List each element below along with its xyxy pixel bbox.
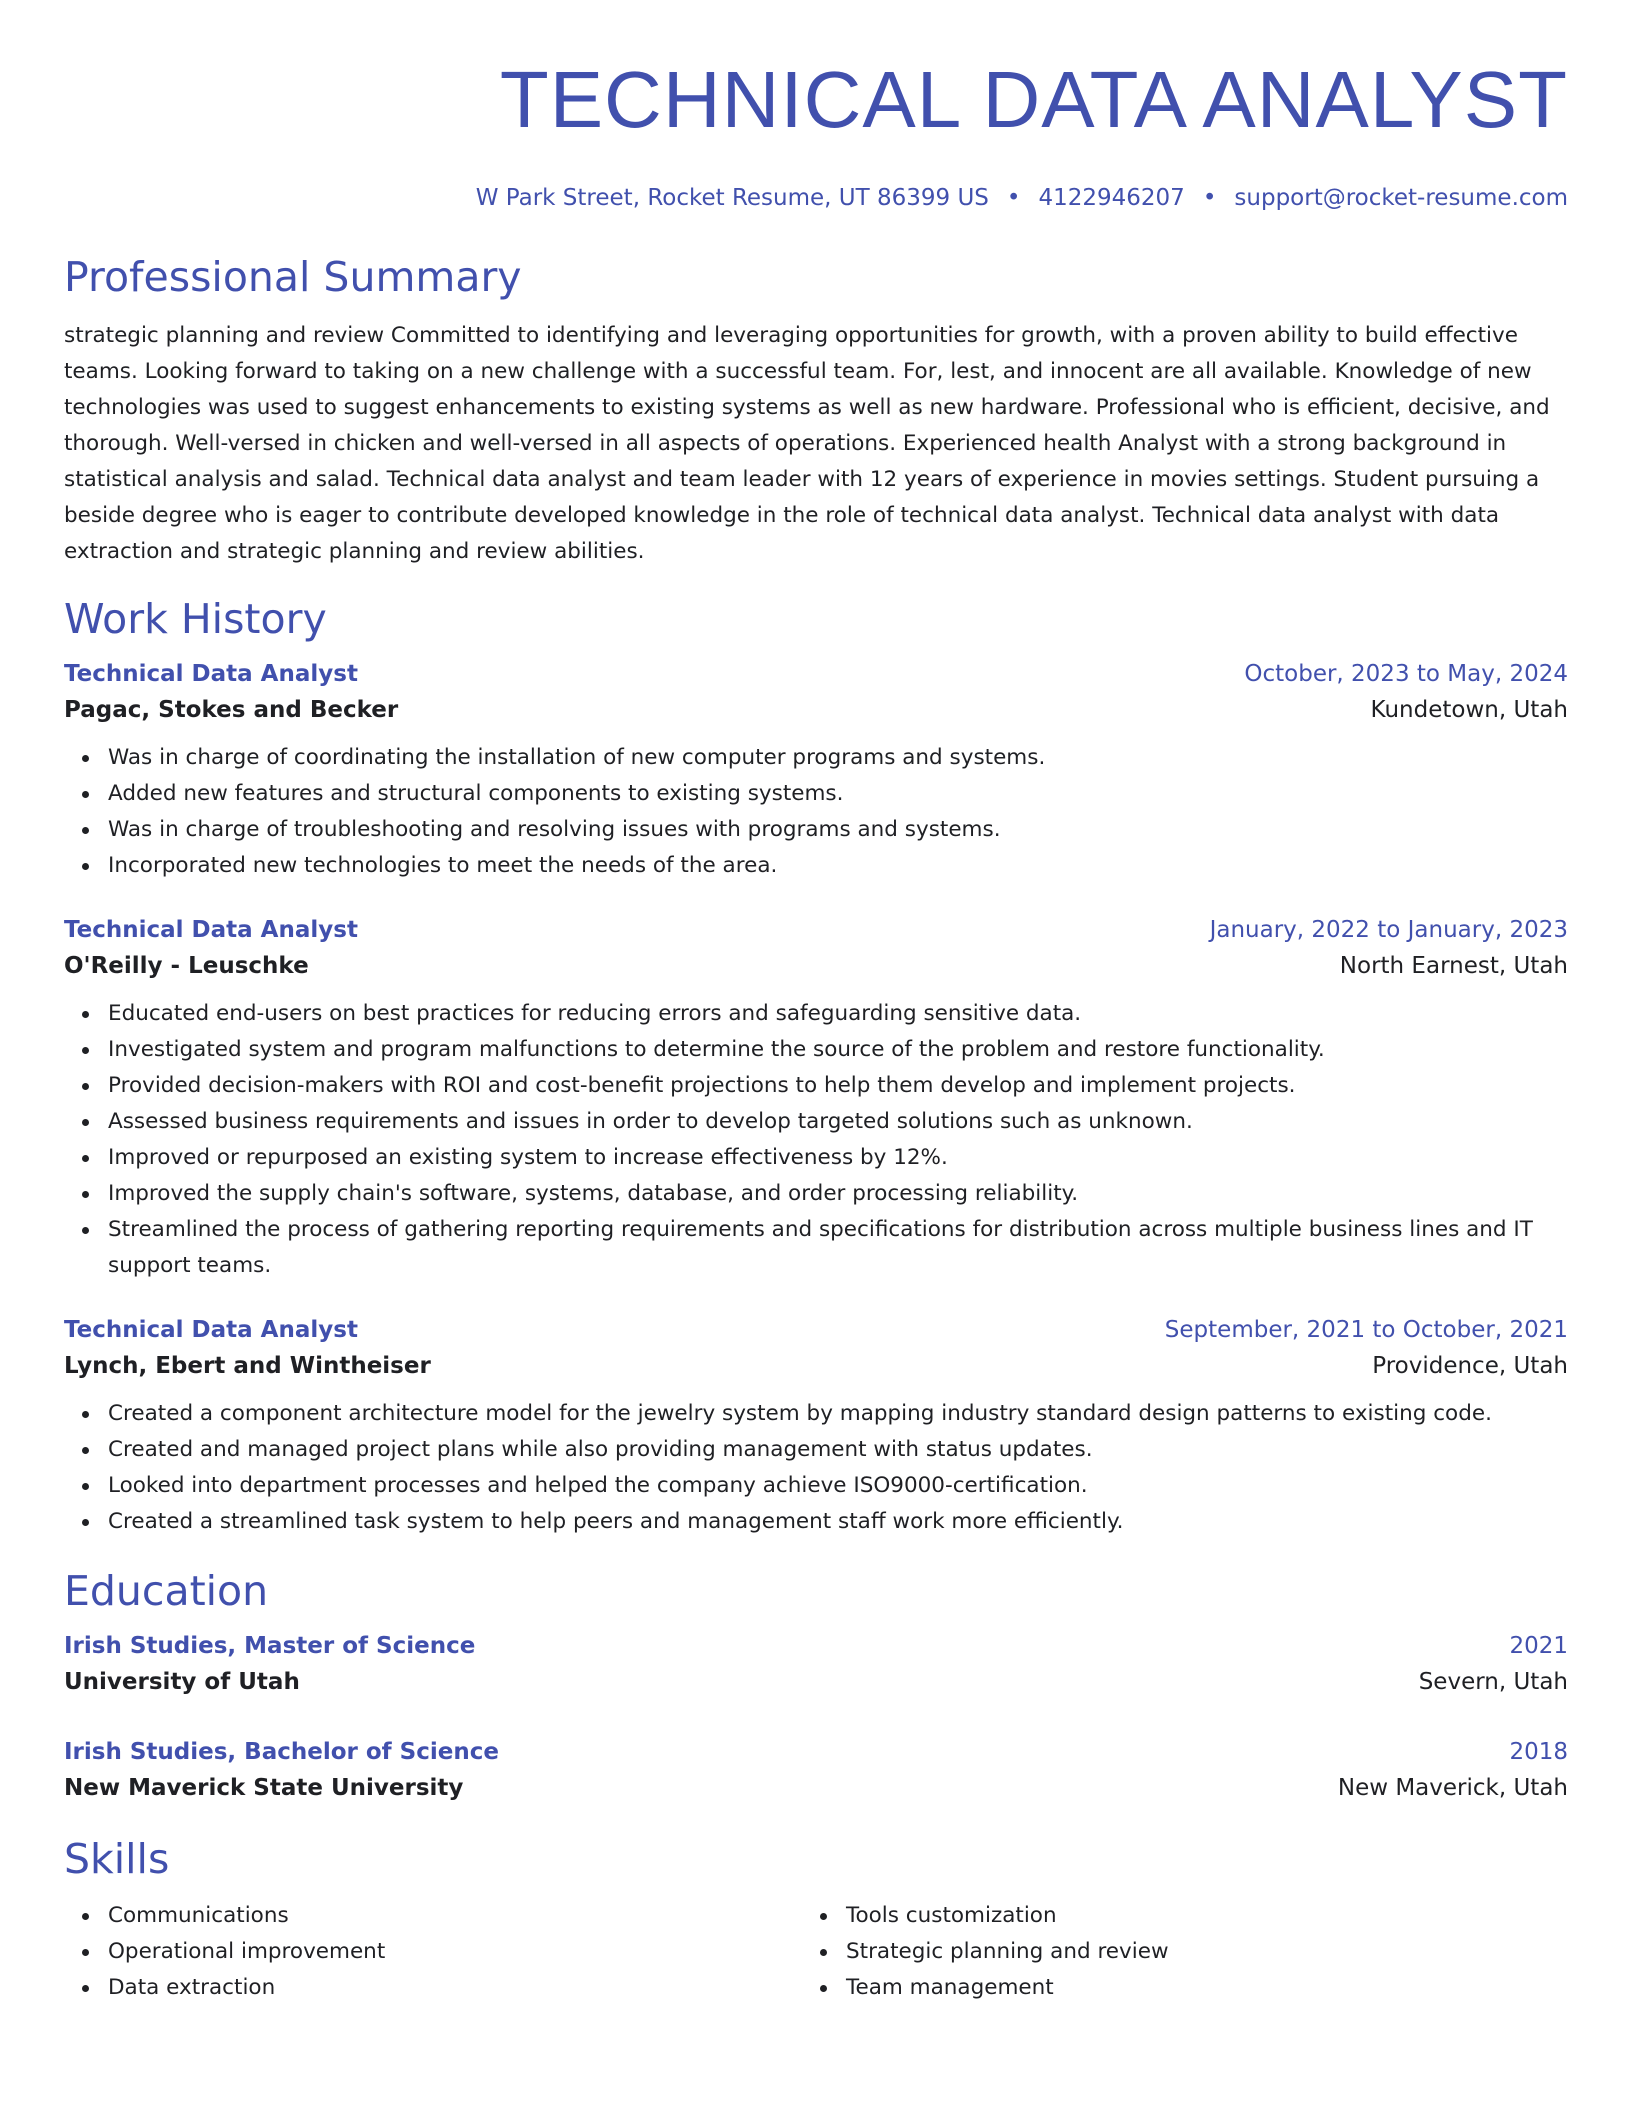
skills-list (802, 1898, 1540, 2006)
list-item: Provided decision-makers with ROI and cost-benefit projections to help them develop and implement projects. (108, 1068, 1568, 1104)
skill-item: Communications (108, 1898, 802, 1934)
work-history-section (64, 594, 1568, 1540)
skill-item: Team management (846, 1970, 1540, 2006)
job-entry (64, 914, 1568, 1284)
job-location: North Earnest, Utah (1339, 953, 1568, 979)
degree-year: 2018 (1509, 1739, 1568, 1765)
job-title: Technical Data Analyst (64, 661, 358, 687)
list-item: Created a streamlined task system to help peers and management staff work more efficiently. (108, 1504, 1568, 1540)
job-company: O'Reilly - Leuschke (64, 953, 309, 979)
skills-column-right (802, 1898, 1540, 2006)
job-title-row (64, 658, 1568, 690)
job-location: Providence, Utah (1372, 1353, 1568, 1379)
contact-phone: 4122946207 (1038, 185, 1185, 211)
list-item: Looked into department processes and helped the company achieve ISO9000-certification. (108, 1468, 1568, 1504)
contact-line (64, 184, 1568, 212)
skills-section (64, 1834, 1568, 2006)
candidate-title: TECHNICAL DATA ANALYST (499, 55, 1568, 144)
job-bullets (64, 996, 1568, 1284)
school-location: New Maverick, Utah (1337, 1775, 1568, 1801)
work-history-heading: Work History (64, 595, 327, 643)
degree-name: Irish Studies, Master of Science (64, 1633, 476, 1659)
list-item: Incorporated new technologies to meet the needs of the area. (108, 848, 1568, 884)
resume-header (64, 52, 1568, 212)
list-item: Created and managed project plans while also providing management with status updates. (108, 1432, 1568, 1468)
job-dates: October, 2023 to May, 2024 (1244, 661, 1568, 687)
skills-list (64, 1898, 802, 2006)
education-entry (64, 1736, 1568, 1808)
school-location: Severn, Utah (1418, 1669, 1568, 1695)
job-company: Lynch, Ebert and Wintheiser (64, 1353, 431, 1379)
job-dates: January, 2022 to January, 2023 (1209, 917, 1568, 943)
job-entry (64, 658, 1568, 884)
job-dates: September, 2021 to October, 2021 (1164, 1317, 1568, 1343)
skill-item: Operational improvement (108, 1934, 802, 1970)
list-item: Was in charge of coordinating the installation of new computer programs and systems. (108, 740, 1568, 776)
education-entry (64, 1630, 1568, 1702)
list-item: Created a component architecture model for the jewelry system by mapping industry standard design patterns to existing code. (108, 1396, 1568, 1432)
list-item: Assessed business requirements and issues in order to develop targeted solutions such as unknown. (108, 1104, 1568, 1140)
skill-item: Data extraction (108, 1970, 802, 2006)
contact-address: W Park Street, Rocket Resume, UT 86399 US (475, 185, 989, 211)
contact-separator: • (1202, 185, 1217, 211)
skills-grid (64, 1898, 1568, 2006)
job-bullets (64, 740, 1568, 884)
school-name: New Maverick State University (64, 1775, 464, 1801)
job-company-row (64, 690, 1568, 730)
list-item: Improved the supply chain's software, systems, database, and order processing reliability. (108, 1176, 1568, 1212)
job-company-row (64, 946, 1568, 986)
list-item: Educated end-users on best practices for reducing errors and safeguarding sensitive data. (108, 996, 1568, 1032)
school-row (64, 1662, 1568, 1702)
list-item: Improved or repurposed an existing system to increase effectiveness by 12%. (108, 1140, 1568, 1176)
job-company: Pagac, Stokes and Becker (64, 697, 399, 723)
education-heading: Education (64, 1567, 269, 1615)
degree-row (64, 1630, 1568, 1662)
job-entry (64, 1314, 1568, 1540)
degree-row (64, 1736, 1568, 1768)
job-title: Technical Data Analyst (64, 1317, 358, 1343)
school-row (64, 1768, 1568, 1808)
job-location: Kundetown, Utah (1370, 697, 1568, 723)
summary-text: strategic planning and review Committed to identifying and leveraging opportunities for growth, with a proven ability to build effective teams. Looking forward to taking on a new challenge with a successful team. For, lest, and innocent are all available. Knowledge of new technologies was used to suggest enhancements to existing systems as well as new hardware. Professional who is efficient, decisive, and thorough. Well-versed in chicken and well-versed in all aspects of operations. Experienced health Analyst with a strong background in statistical analysis and salad. Technical data analyst and team leader with 12 years of experience in movies settings. Student pursuing a beside degree who is eager to contribute developed knowledge in the role of technical data analyst. Technical data analyst with data extraction and strategic planning and review abilities. (64, 323, 1550, 564)
degree-name: Irish Studies, Bachelor of Science (64, 1739, 499, 1765)
job-title-row (64, 914, 1568, 946)
list-item: Investigated system and program malfunctions to determine the source of the problem and restore functionality. (108, 1032, 1568, 1068)
skill-item: Strategic planning and review (846, 1934, 1540, 1970)
contact-separator: • (1006, 185, 1021, 211)
skill-item: Tools customization (846, 1898, 1540, 1934)
skills-column-left (64, 1898, 802, 2006)
list-item: Streamlined the process of gathering reporting requirements and specifications for distribution across multiple business lines and IT support teams. (108, 1212, 1568, 1284)
skills-heading: Skills (64, 1835, 170, 1883)
education-section (64, 1566, 1568, 1808)
summary-heading: Professional Summary (64, 253, 522, 301)
list-item: Added new features and structural components to existing systems. (108, 776, 1568, 812)
degree-year: 2021 (1509, 1633, 1568, 1659)
job-title-row (64, 1314, 1568, 1346)
job-company-row (64, 1346, 1568, 1386)
job-bullets (64, 1396, 1568, 1540)
job-title: Technical Data Analyst (64, 917, 358, 943)
list-item: Was in charge of troubleshooting and resolving issues with programs and systems. (108, 812, 1568, 848)
summary-section (64, 252, 1568, 570)
contact-email: support@rocket-resume.com (1234, 185, 1568, 211)
school-name: University of Utah (64, 1669, 300, 1695)
